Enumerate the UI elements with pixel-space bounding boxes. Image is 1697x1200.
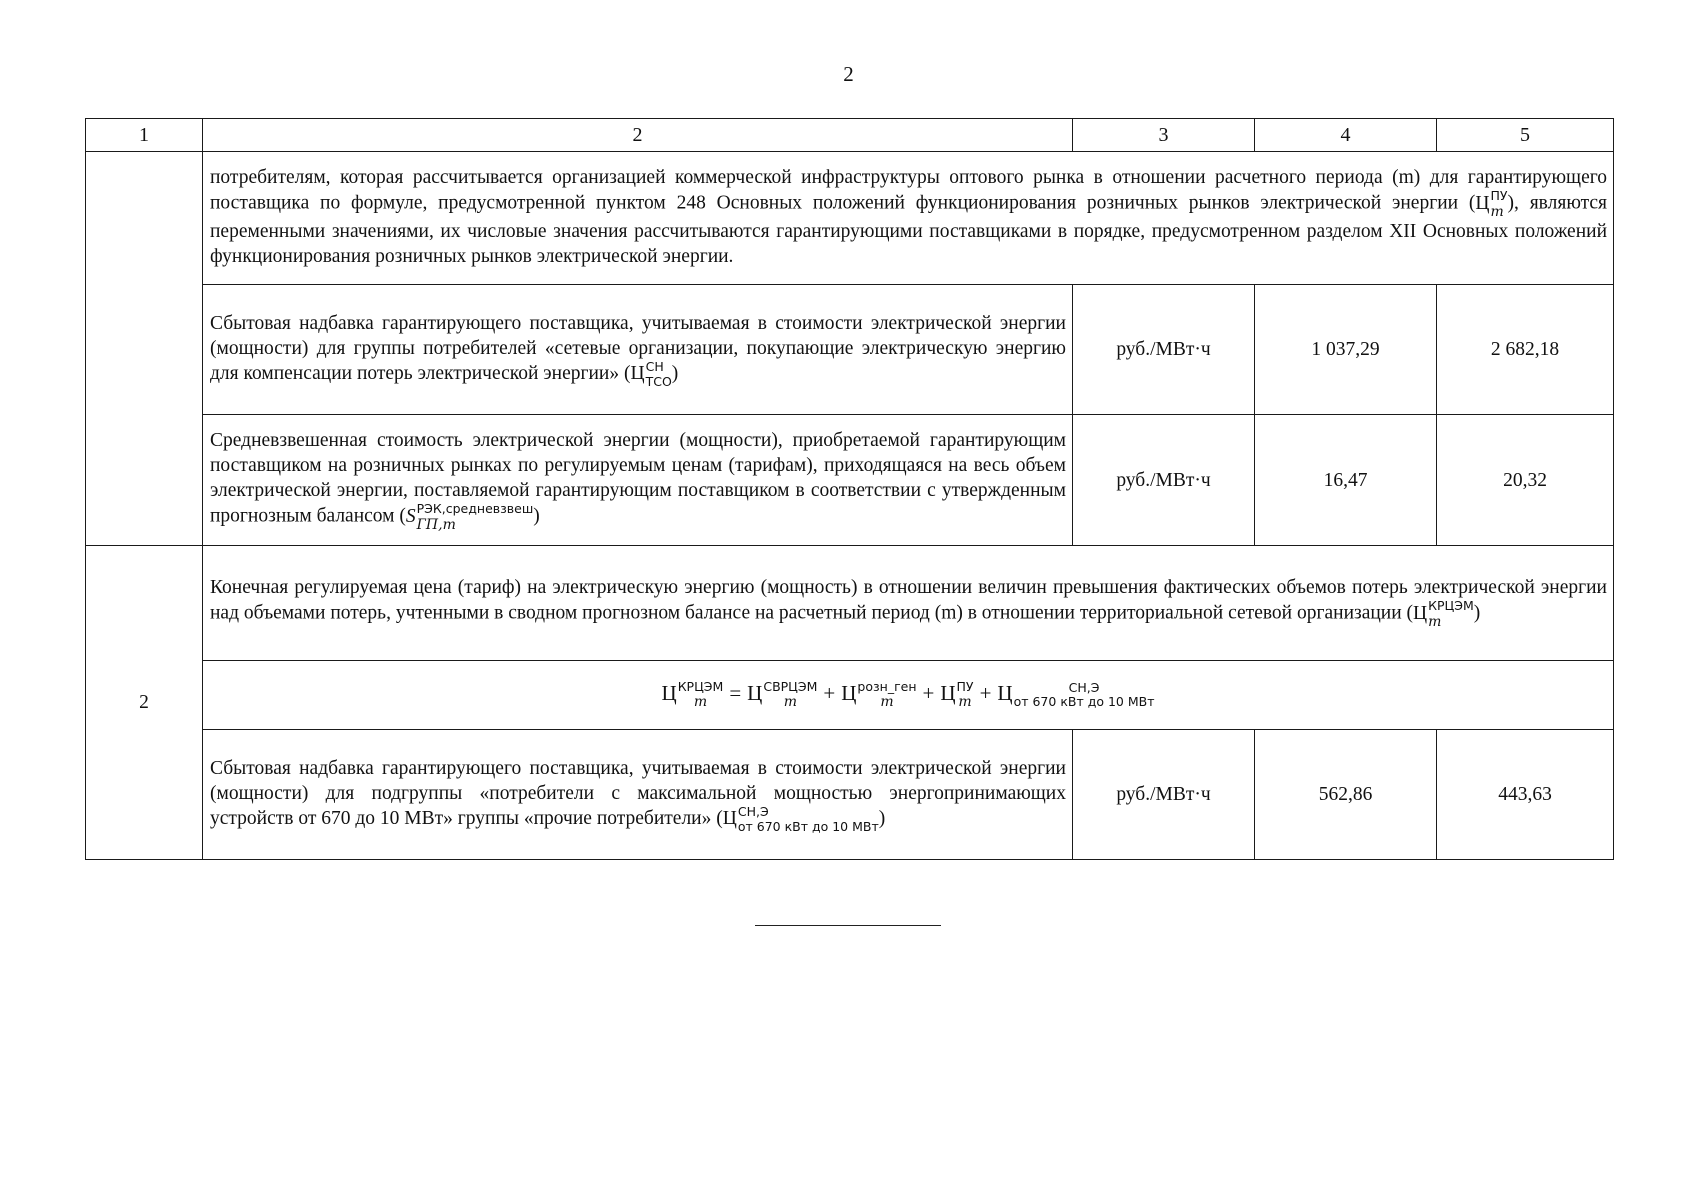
symbol-c-sn-tso: Ц СН ТСО (630, 359, 672, 389)
tariff-table (85, 118, 1614, 860)
section-2-number: 2 (86, 546, 203, 860)
row-value-col4: 562,86 (1255, 730, 1437, 860)
formula-row (86, 661, 1614, 730)
formula-term-pu: Ц ПУ m (940, 678, 974, 711)
formula-cell (203, 661, 1614, 730)
row-description: Сбытовая надбавка гарантирующего поставщика, учитываемая в стоимости электрической энергии (мощности) для группы потребителей «сетевые организации, покупающие электрическую энергию для компенсации потерь электрической энергии» (Ц СН ТСО ) (203, 285, 1073, 415)
row-unit: руб./МВт·ч (1073, 415, 1255, 546)
row-value-col4: 1 037,29 (1255, 285, 1437, 415)
column-header-5: 5 (1437, 119, 1614, 152)
formula-term-svrcem: Ц СВРЦЭМ m (747, 678, 818, 711)
table-row (86, 285, 1614, 415)
closing-line (755, 925, 941, 926)
formula-term-rozn-gen: Ц розн_ген m (841, 678, 917, 711)
column-number-row (86, 119, 1614, 152)
section-2-title: Конечная регулируемая цена (тариф) на электрическую энергию (мощность) в отношении величин превышения фактических объемов потерь электрической энергии над объемами потерь, учтенными в сводном прогнозном балансе на расчетный период (m) в отношении территориальной сетевой организации (Ц КРЦЭМ m ) (203, 546, 1614, 661)
table-row (86, 730, 1614, 860)
column-header-1: 1 (86, 119, 203, 152)
column-header-4: 4 (1255, 119, 1437, 152)
column-header-2: 2 (203, 119, 1073, 152)
price-formula: Ц КРЦЭМ m = Ц СВРЦЭМ m + Ц розн_ген m + Ц ПУ m + Ц СН,Э от 670 кВт до 10 МВт (661, 678, 1155, 711)
symbol-c-krcem: Ц КРЦЭМ m (1413, 598, 1474, 630)
row-description: Сбытовая надбавка гарантирующего поставщика, учитываемая в стоимости электрической энергии (мощности) для подгруппы «потребители с максимальной мощностью энергопринимающих устройств от 670 до 10 МВт» группы «прочие потребители» (Ц СН,Э от 670 кВт до 10 МВт ) (203, 730, 1073, 860)
formula-lhs: Ц КРЦЭМ m (661, 678, 724, 711)
symbol-s-gp: S РЭК,средневзвеш ГП,m (405, 501, 534, 533)
symbol-c-sn-e: Ц СН,Э от 670 кВт до 10 МВт (722, 804, 879, 834)
symbol-c-pu: Ц ПУ m (1475, 188, 1508, 220)
continuation-row (86, 152, 1614, 285)
row-value-col5: 20,32 (1437, 415, 1614, 546)
row-unit: руб./МВт·ч (1073, 285, 1255, 415)
row-value-col4: 16,47 (1255, 415, 1437, 546)
column-header-3: 3 (1073, 119, 1255, 152)
row-value-col5: 443,63 (1437, 730, 1614, 860)
continuation-text: потребителям, которая рассчитывается организацией коммерческой инфраструктуры оптового рынка в отношении расчетного периода (m) для гарантирующего поставщика по формуле, предусмотренной пунктом 248 Основных положений функционирования розничных рынков электрической энергии (Ц ПУ m ), являются переменными значениями, их числовые значения рассчитываются гарантирующими поставщиками в порядке, предусмотренном разделом XII Основных положений функционирования розничных рынков электрической энергии. (203, 152, 1614, 285)
row-description: Средневзвешенная стоимость электрической энергии (мощности), приобретаемой гарантирующим поставщиком на розничных рынках по регулируемым ценам (тарифам), приходящаяся на весь объем электрической энергии, поставляемой гарантирующим поставщиком в соответствии с утвержденным прогнозным балансом (S РЭК,средневзвеш ГП,m ) (203, 415, 1073, 546)
row-unit: руб./МВт·ч (1073, 730, 1255, 860)
row-value-col5: 2 682,18 (1437, 285, 1614, 415)
formula-term-sn-e: Ц СН,Э от 670 кВт до 10 МВт (997, 679, 1155, 709)
section-2-title-row (86, 546, 1614, 661)
section-1-number-cell (86, 152, 203, 546)
page-number: 2 (843, 62, 854, 86)
table-row (86, 415, 1614, 546)
